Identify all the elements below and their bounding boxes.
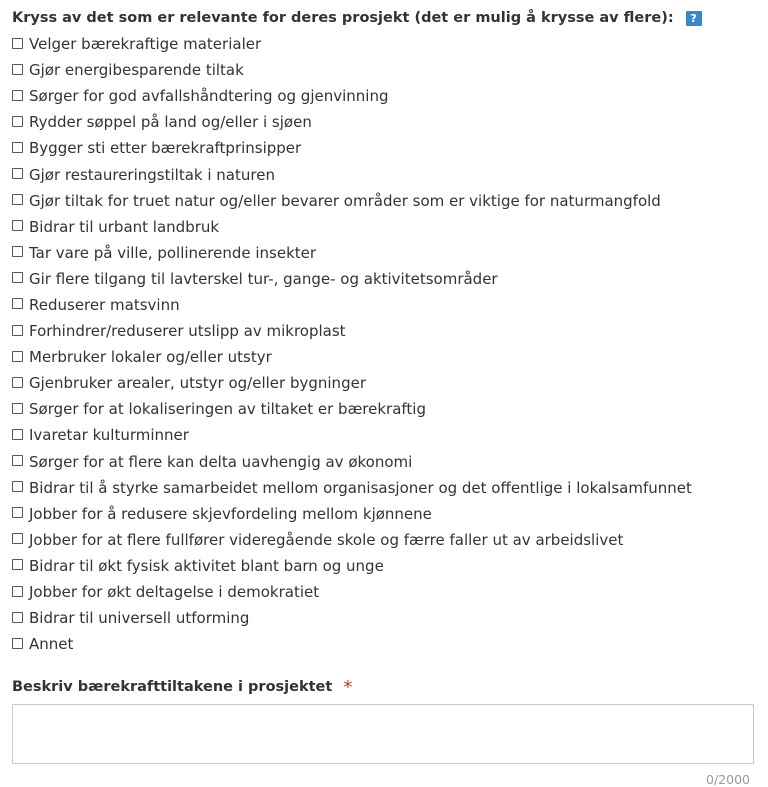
checkbox[interactable] [12,194,23,205]
checkbox-label[interactable]: Jobber for økt deltagelse i demokratiet [29,583,320,602]
checkbox[interactable] [12,638,23,649]
checkbox[interactable] [12,90,23,101]
checkbox-label[interactable]: Gjør restaureringstiltak i naturen [29,165,275,184]
checkbox[interactable] [12,612,23,623]
checkbox-label[interactable]: Sørger for at flere kan delta uavhengig av økonomi [29,452,413,471]
checkbox-list [12,31,756,657]
checkbox-label[interactable]: Annet [29,635,74,654]
checkbox-option[interactable] [12,266,756,292]
checkbox-label[interactable]: Forhindrer/reduserer utslipp av mikroplast [29,322,346,341]
question-heading [12,6,756,30]
checkbox-option[interactable] [12,370,756,396]
question-text: Kryss av det som er relevante for deres prosjekt (det er mulig å krysse av flere): [12,10,674,26]
checkbox[interactable] [12,351,23,362]
checkbox[interactable] [12,507,23,518]
checkbox[interactable] [12,455,23,466]
checkbox-option[interactable] [12,396,756,422]
checkbox-option[interactable] [12,631,756,657]
checkbox[interactable] [12,298,23,309]
checkbox-label[interactable]: Sørger for god avfallshåndtering og gjenvinning [29,87,389,106]
checkbox[interactable] [12,272,23,283]
checkbox-option[interactable] [12,344,756,370]
checkbox-option[interactable] [12,292,756,318]
required-marker: * [343,677,353,699]
checkbox-label[interactable]: Rydder søppel på land og/eller i sjøen [29,113,312,132]
checkbox-option[interactable] [12,31,756,57]
checkbox-label[interactable]: Gir flere tilgang til lavterskel tur-, gange- og aktivitetsområder [29,269,498,288]
checkbox-label[interactable]: Gjør tiltak for truet natur og/eller bevarer områder som er viktige for naturmangfold [29,191,661,210]
checkbox-option[interactable] [12,605,756,631]
checkbox[interactable] [12,142,23,153]
checkbox-option[interactable] [12,188,756,214]
help-icon[interactable]: ? [686,11,702,26]
checkbox[interactable] [12,533,23,544]
checkbox-label[interactable]: Tar vare på ville, pollinerende insekter [29,243,317,262]
description-textarea[interactable] [12,704,754,764]
checkbox-option[interactable] [12,449,756,475]
checkbox[interactable] [12,559,23,570]
character-counter: 0/2000 [706,772,750,787]
checkbox[interactable] [12,38,23,49]
checkbox-option[interactable] [12,161,756,187]
checkbox-label[interactable]: Sørger for at lokaliseringen av tiltaket er bærekraftig [29,400,426,419]
checkbox-option[interactable] [12,579,756,605]
checkbox-label[interactable]: Bidrar til urbant landbruk [29,217,220,236]
checkbox[interactable] [12,116,23,127]
checkbox-label[interactable]: Gjenbruker arealer, utstyr og/eller bygninger [29,374,366,393]
checkbox-option[interactable] [12,214,756,240]
checkbox[interactable] [12,220,23,231]
checkbox-option[interactable] [12,475,756,501]
checkbox-option[interactable] [12,240,756,266]
checkbox[interactable] [12,403,23,414]
checkbox-label[interactable]: Jobber for å redusere skjevfordeling mellom kjønnene [29,504,432,523]
checkbox-label[interactable]: Velger bærekraftige materialer [29,35,262,54]
checkbox[interactable] [12,586,23,597]
checkbox[interactable] [12,377,23,388]
sustainability-form [12,6,756,787]
checkbox[interactable] [12,429,23,440]
checkbox-option[interactable] [12,501,756,527]
checkbox-label[interactable]: Bidrar til universell utforming [29,609,250,628]
checkbox-label[interactable]: Bidrar til økt fysisk aktivitet blant barn og unge [29,556,384,575]
checkbox-label[interactable]: Merbruker lokaler og/eller utstyr [29,348,272,367]
checkbox-label[interactable]: Ivaretar kulturminner [29,426,189,445]
checkbox-label[interactable]: Jobber for at flere fullfører videregående skole og færre faller ut av arbeidslivet [29,530,624,549]
description-label [12,677,756,697]
checkbox-option[interactable] [12,83,756,109]
checkbox-option[interactable] [12,318,756,344]
checkbox[interactable] [12,64,23,75]
checkbox-option[interactable] [12,553,756,579]
checkbox[interactable] [12,481,23,492]
checkbox[interactable] [12,325,23,336]
description-label-text: Beskriv bærekrafttiltakene i prosjektet [12,679,333,696]
checkbox-option[interactable] [12,109,756,135]
checkbox-label[interactable]: Reduserer matsvinn [29,295,180,314]
checkbox-label[interactable]: Bidrar til å styrke samarbeidet mellom organisasjoner og det offentlige i lokalsamfunnet [29,478,692,497]
checkbox-label[interactable]: Bygger sti etter bærekraftprinsipper [29,139,302,158]
checkbox-option[interactable] [12,57,756,83]
checkbox[interactable] [12,246,23,257]
checkbox-label[interactable]: Gjør energibesparende tiltak [29,61,244,80]
checkbox-option[interactable] [12,422,756,448]
checkbox-option[interactable] [12,135,756,161]
checkbox-option[interactable] [12,527,756,553]
checkbox[interactable] [12,168,23,179]
